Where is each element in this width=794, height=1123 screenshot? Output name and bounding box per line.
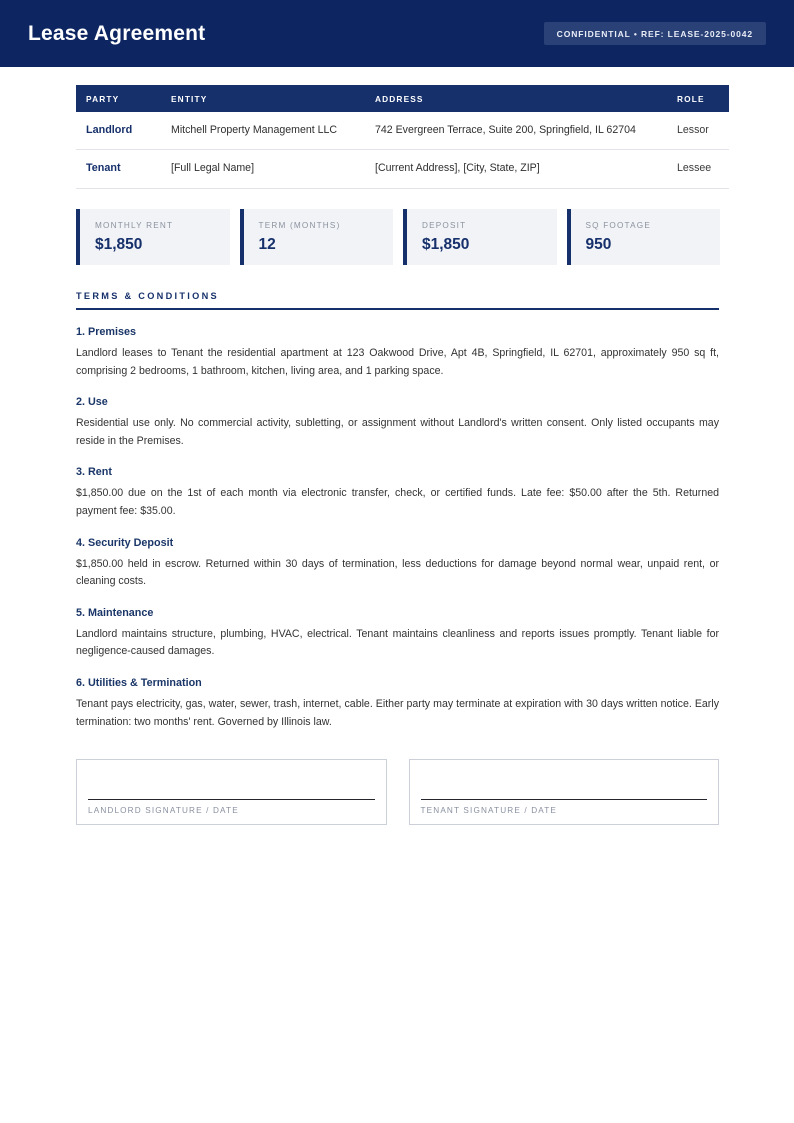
stat-label: TERM (MONTHS) <box>258 220 341 230</box>
clause-premises <box>76 326 719 380</box>
clause-body: Residential use only. No commercial activity, subletting, or assignment without Landlord's written consent. Only listed occupants may reside in the Premises. <box>76 417 719 447</box>
stat-term-months <box>240 209 394 266</box>
column-header-role: ROLE <box>677 85 729 112</box>
stat-deposit <box>403 209 557 266</box>
clause-utilities-termination <box>76 677 719 731</box>
document-header <box>0 0 794 67</box>
signature-block-tenant[interactable] <box>409 759 720 825</box>
column-header-party: PARTY <box>76 85 171 112</box>
clause-title: 2. Use <box>76 396 108 409</box>
cell-address: 742 Evergreen Terrace, Suite 200, Springfield, IL 62704 <box>375 112 677 150</box>
clause-title: 1. Premises <box>76 326 137 339</box>
cell-entity: [Full Legal Name] <box>171 150 375 188</box>
clause-title: 6. Utilities & Termination <box>76 676 202 689</box>
signature-line <box>88 799 375 800</box>
column-header-entity: ENTITY <box>171 85 375 112</box>
signature-line <box>421 799 708 800</box>
cell-address: [Current Address], [City, State, ZIP] <box>375 150 677 188</box>
clause-body: Tenant pays electricity, gas, water, sewer, trash, internet, cable. Either party may terminate at expiration with 30 days written notice. Early termination: two months' rent. Governed by Illinois law. <box>76 697 719 728</box>
cell-role: Lessor <box>677 112 729 150</box>
signature-caption: TENANT SIGNATURE / DATE <box>420 806 558 816</box>
signature-caption: LANDLORD SIGNATURE / DATE <box>88 806 239 816</box>
cell-party: Landlord <box>76 112 171 150</box>
parties-table <box>76 85 729 189</box>
key-terms-summary <box>76 209 720 266</box>
stat-label: DEPOSIT <box>422 220 467 230</box>
parties-table-body <box>76 112 729 188</box>
cell-entity: Mitchell Property Management LLC <box>171 112 375 150</box>
signature-block-landlord[interactable] <box>76 759 387 825</box>
confidential-ref-badge: CONFIDENTIAL • REF: LEASE-2025-0042 <box>544 22 766 45</box>
stat-monthly-rent <box>76 209 230 266</box>
column-header-address: ADDRESS <box>375 85 677 112</box>
stat-label: SQ FOOTAGE <box>585 220 652 230</box>
table-row <box>76 112 729 150</box>
clause-title: 5. Maintenance <box>76 606 154 619</box>
document-content <box>0 85 794 825</box>
clause-use <box>76 396 719 450</box>
clause-title: 3. Rent <box>76 466 112 479</box>
stat-value: $1,850 <box>422 235 470 253</box>
signature-section <box>76 759 719 825</box>
clause-maintenance <box>76 607 719 661</box>
cell-role: Lessee <box>677 150 729 188</box>
table-header-row <box>76 85 729 112</box>
parties-table-head <box>76 85 729 112</box>
table-row <box>76 150 729 188</box>
clause-body: $1,850.00 held in escrow. Returned within 30 days of termination, less deductions for damage beyond normal wear, unpaid rent, or cleaning costs. <box>76 557 719 588</box>
cell-party: Tenant <box>76 150 171 188</box>
stat-sq-footage <box>567 209 721 266</box>
terms-section-heading: TERMS & CONDITIONS <box>76 291 719 310</box>
clause-body: Landlord leases to Tenant the residential apartment at 123 Oakwood Drive, Apt 4B, Springfield, IL 62701, approximately 950 sq ft, comprising 2 bedrooms, 1 bathroom, kitchen, living area, and 1 parking space. <box>76 347 719 377</box>
stat-value: 12 <box>258 235 276 253</box>
stat-value: 950 <box>585 235 612 253</box>
clause-body: $1,850.00 due on the 1st of each month via electronic transfer, check, or certified funds. Late fee: $50.00 after the 5th. Returned payment fee: $35.00. <box>76 487 719 518</box>
clause-security-deposit <box>76 537 719 591</box>
clause-rent <box>76 466 719 520</box>
clause-title: 4. Security Deposit <box>76 536 174 549</box>
page-title: Lease Agreement <box>28 22 206 45</box>
stat-label: MONTHLY RENT <box>95 220 174 230</box>
stat-value: $1,850 <box>95 235 143 253</box>
clause-body: Landlord maintains structure, plumbing, HVAC, electrical. Tenant maintains cleanliness and reports issues promptly. Tenant liable for negligence-caused damages. <box>76 627 719 658</box>
